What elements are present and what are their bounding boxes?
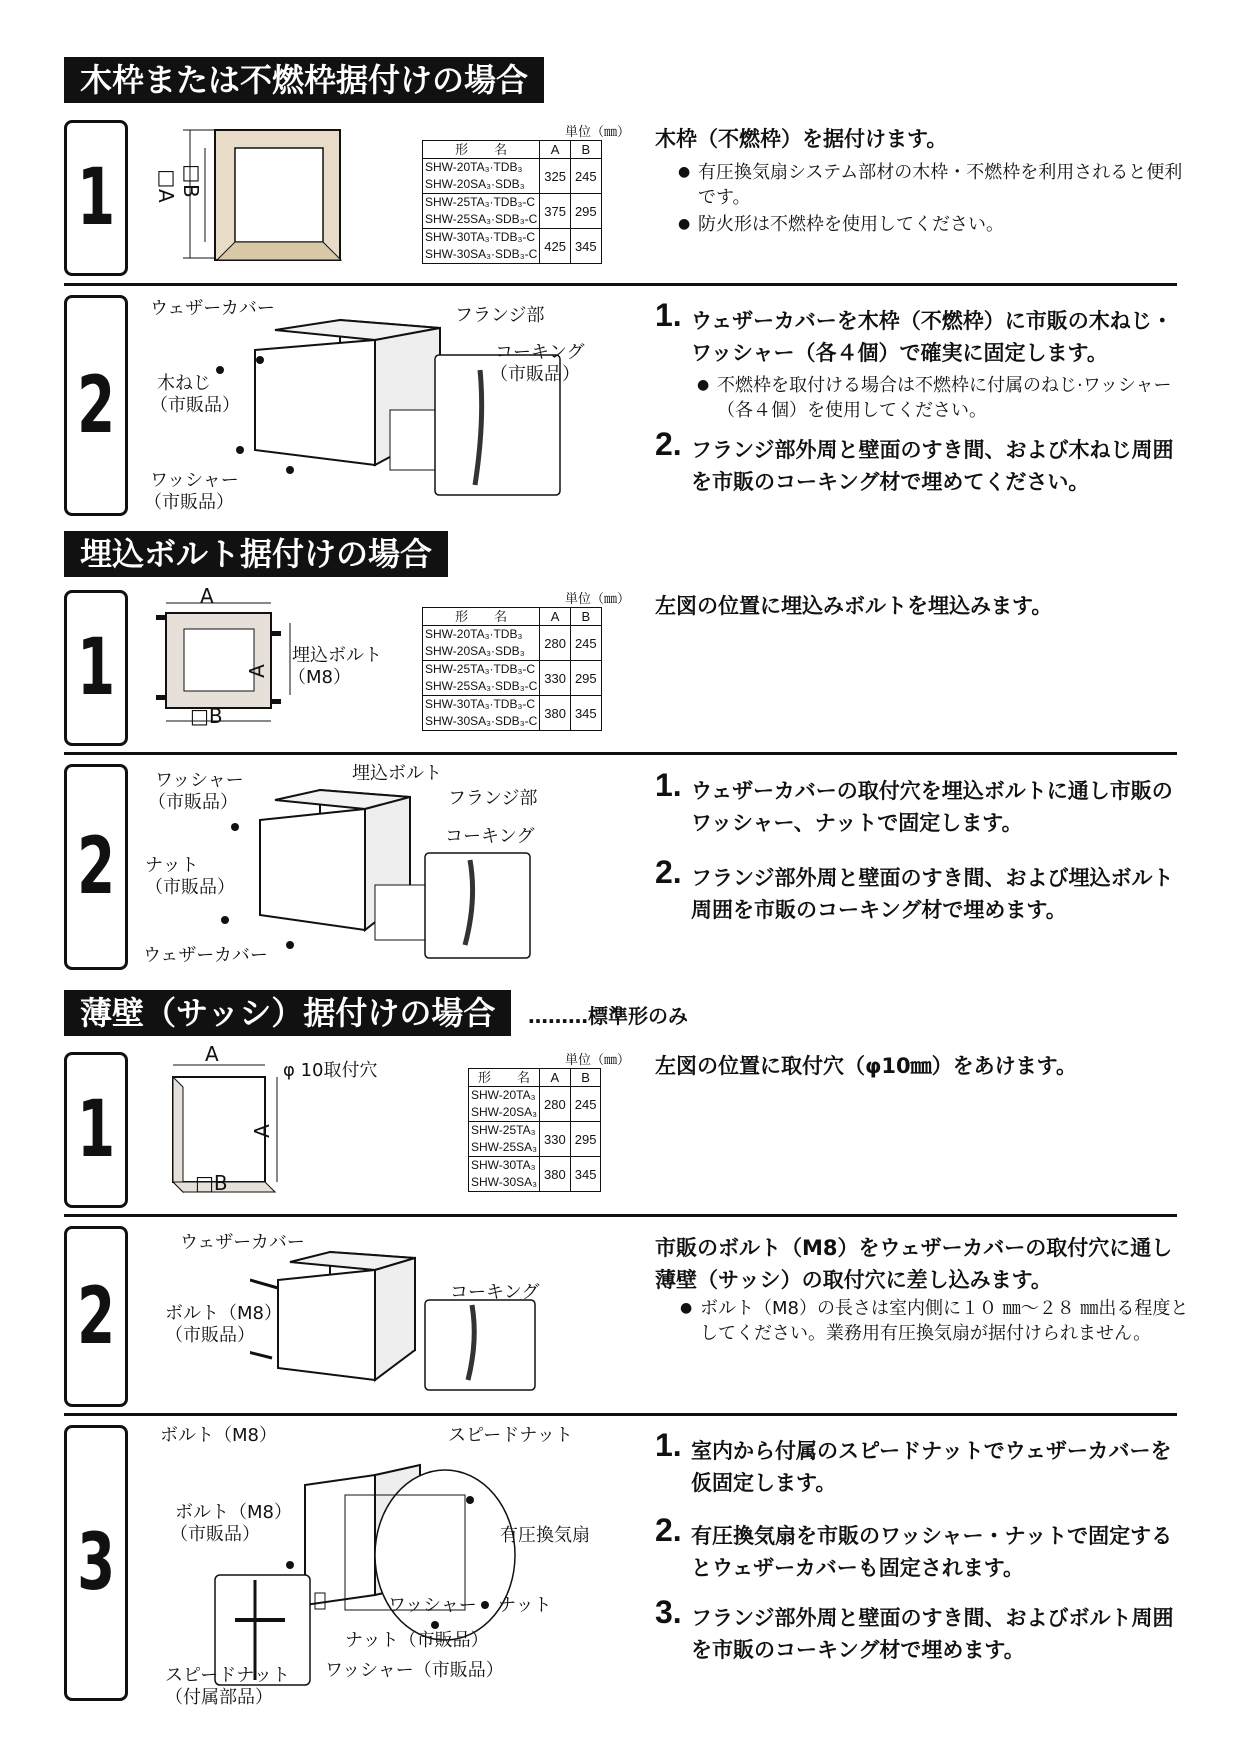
dim-b-label: □B — [195, 1171, 228, 1195]
numbered-item: 1. ウェザーカバーの取付穴を埋込ボルトに通し市販のワッシャー、ナットで固定します。 — [655, 767, 1173, 835]
label-washer-market: ワッシャー（市販品） — [325, 1660, 504, 1681]
label-nut: ナット — [498, 1595, 552, 1616]
label-bolt-sub: （M8） — [288, 667, 351, 688]
numbered-item: 2. フランジ部外周と壁面のすき間、および埋込ボルト周囲を市販のコーキング材で埋めます。 — [655, 854, 1174, 922]
label-weather-cover: ウェザーカバー — [143, 945, 268, 966]
spec-table: 形 名 A B SHW-20TA₃ SHW-20SA₃ 280 245 SHW-25TA₃ SHW-25SA₃ 330 295 SHW-30TA₃ SHW-30SA₃ 380 345 — [468, 1068, 601, 1192]
spec-table: 形 名 A B SHW-20TA₃·TDB₃ SHW-20SA₃·SDB₃ 280 245 SHW-25TA₃·TDB₃-C SHW-25SA₃·SDB₃-C 330 295 SHW-30TA₃·TDB₃-C SHW-30SA₃·SDB₃-C 380 345 — [422, 607, 602, 731]
label-caulking-sub: （市販品） — [490, 364, 580, 385]
label-embedded-bolt: 埋込ボルト — [352, 763, 442, 784]
divider — [64, 1413, 1177, 1416]
step-number-box: 2 — [64, 764, 128, 970]
label-bolt: ボルト（M8） — [160, 1425, 277, 1446]
label-bolt-market-sub: （市販品） — [170, 1524, 260, 1545]
label-washer-sub: （市販品） — [144, 492, 234, 513]
label-nut-market: ナット（市販品） — [345, 1630, 489, 1651]
label-wood-screw: 木ねじ — [157, 373, 211, 394]
divider — [64, 1214, 1177, 1217]
label-washer: ワッシャー — [150, 470, 239, 491]
label-speed-nut-included: スピードナット — [165, 1665, 290, 1686]
label-nut-sub: （市販品） — [145, 877, 235, 898]
label-bolt: 埋込ボルト — [292, 645, 382, 666]
unit-label: 単位（㎜） — [565, 1053, 631, 1068]
step-number-box: 2 — [64, 1226, 128, 1407]
label-flange: フランジ部 — [448, 788, 538, 809]
bullet-text: ● 不燃枠を取付ける場合は不燃枠に付属のねじ·ワッシャー（各４個）を使用してください。 — [697, 373, 1197, 423]
section-title-thin-wall: 薄壁（サッシ）据付けの場合 — [64, 990, 511, 1036]
label-washer: ワッシャー — [388, 1595, 477, 1616]
step-main-text: 左図の位置に埋込みボルトを埋込みます。 — [655, 594, 1053, 618]
numbered-item: 2. 有圧換気扇を市販のワッシャー・ナットで固定するとウェザーカバーも固定されます。 — [655, 1512, 1173, 1580]
dim-b-label: □B — [190, 704, 223, 728]
label-bolt: ボルト（M8） — [165, 1303, 282, 1324]
dim-b-label: □B — [179, 160, 203, 198]
numbered-item: 1. ウェザーカバーを木枠（不燃枠）に市販の木ねじ・ワッシャー（各４個）で確実に固定します。 — [655, 297, 1173, 365]
label-flange: フランジ部 — [455, 305, 545, 326]
numbered-item: 1. 室内から付属のスピードナットでウェザーカバーを仮固定します。 — [655, 1427, 1172, 1495]
label-weather-cover: ウェザーカバー — [150, 298, 275, 319]
fan-speed-nut-illustration — [205, 1435, 605, 1695]
label-nut: ナット — [145, 855, 199, 876]
label-fan: 有圧換気扇 — [500, 1525, 590, 1546]
step-number-box: 1 — [64, 120, 128, 276]
embedded-bolt-illustration — [150, 595, 310, 735]
step-main-text: 市販のボルト（M8）をウェザーカバーの取付穴に通し薄壁（サッシ）の取付穴に差し込みます。 — [655, 1236, 1173, 1292]
label-speed-nut: スピードナット — [448, 1425, 573, 1446]
step-number-box: 1 — [64, 1052, 128, 1208]
numbered-item: 2. フランジ部外周と壁面のすき間、および木ねじ周囲を市販のコーキング材で埋めてください。 — [655, 426, 1174, 494]
spec-table: 形 名 A B SHW-20TA₃·TDB₃ SHW-20SA₃·SDB₃ 325 245 SHW-25TA₃·TDB₃-C SHW-25SA₃·SDB₃-C 375 295 SHW-30TA₃·TDB₃-C SHW-30SA₃·SDB₃-C 425 345 — [422, 140, 602, 264]
dim-a-label: A — [200, 584, 214, 608]
divider — [64, 283, 1177, 286]
label-speed-nut-included-sub: （付属部品） — [165, 1687, 273, 1708]
dim-a-label: A — [205, 1042, 219, 1066]
weather-cover-bolt-thin-wall-illustration — [250, 1240, 550, 1400]
bullet-text: ● ボルト（M8）の長さは室内側に１０ ㎜～２８ ㎜出る程度としてください。業務用有圧換気扇が据付けられません。 — [680, 1296, 1197, 1346]
label-wood-screw-sub: （市販品） — [150, 395, 240, 416]
section-title-wood-frame: 木枠または不燃枠据付けの場合 — [64, 57, 544, 103]
step-number-box: 1 — [64, 590, 128, 746]
divider — [64, 752, 1177, 755]
step-number-box: 3 — [64, 1425, 128, 1701]
bullet-text: ● 有圧換気扇システム部材の木枠・不燃枠を利用されると便利です。 — [678, 160, 1196, 210]
label-caulking: コーキング — [450, 1282, 540, 1303]
numbered-item: 3. フランジ部外周と壁面のすき間、およびボルト周囲を市販のコーキング材で埋めます。 — [655, 1594, 1174, 1662]
label-washer: ワッシャー — [155, 770, 244, 791]
label-weather-cover: ウェザーカバー — [180, 1232, 305, 1253]
step-main-text: 木枠（不燃枠）を据付けます。 — [655, 127, 948, 151]
step-number-box: 2 — [64, 295, 128, 516]
label-bolt-sub: （市販品） — [165, 1325, 255, 1346]
dim-a-label: □A — [154, 165, 178, 203]
bullet-text: ● 防火形は不燃枠を使用してください。 — [678, 212, 1196, 237]
label-hole: φ 10取付穴 — [283, 1060, 378, 1081]
label-caulking: コーキング — [495, 342, 585, 363]
dim-a2-label: A — [249, 1124, 274, 1138]
unit-label: 単位（㎜） — [565, 592, 631, 607]
section-title-embedded-bolt: 埋込ボルト据付けの場合 — [64, 531, 448, 577]
label-caulking: コーキング — [445, 826, 535, 847]
label-washer-sub: （市販品） — [148, 792, 238, 813]
section-note: ………標準形のみ — [528, 1004, 688, 1028]
step-main-text: 左図の位置に取付穴（φ10㎜）をあけます。 — [655, 1054, 1077, 1078]
unit-label: 単位（㎜） — [565, 125, 631, 140]
label-bolt-market: ボルト（M8） — [175, 1502, 292, 1523]
dim-a2-label: A — [244, 664, 269, 678]
